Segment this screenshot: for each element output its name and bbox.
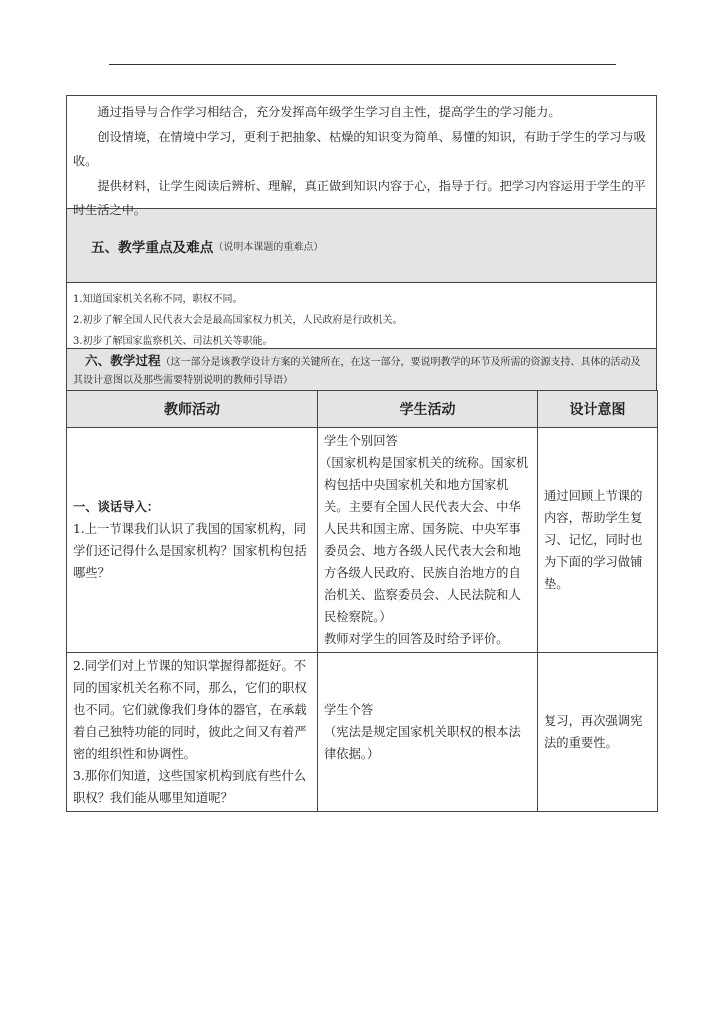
stage-heading: 一、谈话导入： — [73, 499, 160, 514]
design-intent-cell — [538, 428, 658, 653]
section-5-title: 五、教学重点及难点 — [91, 239, 214, 256]
header-rule — [109, 64, 616, 65]
student-text: 教师对学生的回答及时给予评价。 — [324, 632, 509, 646]
section-6-title: 六、教学过程 — [85, 353, 161, 368]
section-5-header — [66, 208, 657, 282]
key-points-block — [66, 282, 657, 348]
student-text: 学生个答 — [324, 703, 374, 717]
teacher-activity-cell — [67, 428, 318, 653]
student-activity-cell — [318, 428, 538, 653]
intent-text: 通过回顾上节课的内容，帮助学生复习、记忆，同时也为下面的学习做铺垫。 — [544, 489, 643, 591]
teacher-text: 1.上一节课我们认识了我国的国家机构，同学们还记得什么是国家机构？国家机构包括哪些？ — [73, 522, 307, 580]
student-text: （宪法是规定国家机关职权的根本法律依据。） — [324, 725, 521, 761]
teaching-strategy-block — [66, 95, 657, 217]
teacher-text: 3.那你们知道，这些国家机构到底有些什么职权？我们能从哪里知道呢？ — [73, 769, 307, 805]
strategy-paragraph-1: 通过指导与合作学习相结合，充分发挥高年级学生学习自主性，提高学生的学习能力。 — [97, 105, 561, 119]
strategy-paragraph-2: 创设情境，在情境中学习，更利于把抽象、枯燥的知识变为简单、易懂的知识，有助于学生的学习与吸收。 — [73, 129, 646, 168]
table-row — [67, 428, 658, 653]
section-6-note: （这一部分是该教学设计方案的关键所在，在这一部分，要说明教学的环节及所需的资源支持、具体的活动及其设计意图以及那些需要特别说明的教师引导语） — [73, 357, 641, 386]
header-student-activity: 学生活动 — [318, 391, 538, 428]
teacher-activity-cell — [67, 653, 318, 812]
section-5-note: （说明本课题的重难点） — [213, 242, 324, 253]
key-point: 2.初步了解全国人民代表大会是最高国家权力机关，人民政府是行政机关。 — [73, 315, 403, 326]
design-intent-cell — [538, 653, 658, 812]
student-activity-cell — [318, 653, 538, 812]
key-point: 3.初步了解国家监察机关、司法机关等职能。 — [73, 336, 273, 347]
key-point: 1.知道国家机关名称不同，职权不同。 — [73, 294, 243, 305]
lesson-plan-sheet — [66, 95, 657, 812]
section-6-header — [66, 348, 657, 390]
student-text: （国家机构是国家机关的统称。国家机构包括中央国家机关和地方国家机关。主要有全国人民代表大会、中华人民共和国主席、国务院、中央军事委员会、地方各级人民代表大会和地方各级人民政府、民族自治地方的自治机关、监察委员会、人民法院和人民检察院。） — [319, 456, 529, 624]
teacher-text: 2.同学们对上节课的知识掌握得都挺好。不同的国家机关名称不同，那么，它们的职权也不同。它们就像我们身体的器官，在承载着自己独特功能的同时，彼此之间又有着严密的组织性和协调性。 — [73, 659, 307, 761]
teaching-process-table — [66, 390, 658, 812]
intent-text: 复习，再次强调宪法的重要性。 — [544, 714, 643, 750]
strategy-paragraph-3: 提供材料，让学生阅读后辨析、理解，真正做到知识内容于心，指导于行。把学习内容运用于学生的平时生活之中。 — [73, 178, 646, 217]
student-text: 学生个别回答 — [324, 434, 398, 448]
header-teacher-activity: 教师活动 — [67, 391, 318, 428]
header-design-intent: 设计意图 — [538, 391, 658, 428]
table-row — [67, 653, 658, 812]
